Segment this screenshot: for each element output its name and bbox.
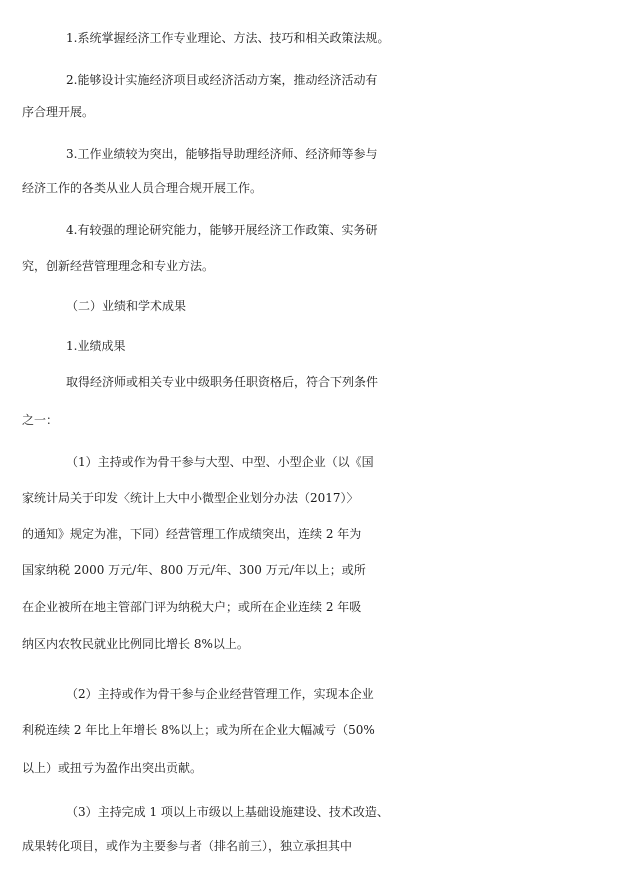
text-line: （1）主持或作为骨干参与大型、中型、小型企业（以《国 (66, 455, 374, 469)
text-line: 利税连续 2 年比上年增长 8%以上；或为所在企业大幅减亏（50% (22, 723, 375, 737)
text-line: 1.系统掌握经济工作专业理论、方法、技巧和相关政策法规。 (66, 31, 390, 45)
text-line: 经济工作的各类从业人员合理合规开展工作。 (22, 181, 263, 195)
text-line: 以上）或扭亏为盈作出突出贡献。 (22, 761, 203, 775)
text-line: 取得经济师或相关专业中级职务任职资格后，符合下列条件 (66, 375, 379, 389)
text-line: 序合理开展。 (22, 105, 95, 119)
text-line: 成果转化项目，或作为主要参与者（排名前三），独立承担其中 (22, 839, 353, 853)
text-line: 2.能够设计实施经济项目或经济活动方案，推动经济活动有 (66, 73, 378, 87)
text-line: （3）主持完成 1 项以上市级以上基础设施建设、技术改造、 (66, 805, 389, 819)
text-line: 3.工作业绩较为突出，能够指导助理经济师、经济师等参与 (66, 147, 378, 161)
text-line: 之一： (22, 413, 59, 427)
subsection-heading: 1.业绩成果 (66, 339, 126, 353)
text-line: 家统计局关于印发〈统计上大中小微型企业划分办法（2017）〉 (22, 491, 359, 505)
text-line: 在企业被所在地主管部门评为纳税大户；或所在企业连续 2 年吸 (22, 600, 362, 614)
text-line: （2）主持或作为骨干参与企业经营管理工作，实现本企业 (66, 687, 374, 701)
text-line: 国家纳税 2000 万元/年、800 万元/年、300 万元/年以上；或所 (22, 563, 366, 577)
text-line: 的通知》规定为准，下同）经营管理工作成绩突出，连续 2 年为 (22, 527, 362, 541)
text-line: 究，创新经营管理理念和专业方法。 (22, 259, 215, 273)
section-heading: （二）业绩和学术成果 (66, 299, 187, 313)
text-line: 纳区内农牧民就业比例同比增长 8%以上。 (22, 637, 249, 651)
text-line: 4.有较强的理论研究能力，能够开展经济工作政策、实务研 (66, 223, 378, 237)
